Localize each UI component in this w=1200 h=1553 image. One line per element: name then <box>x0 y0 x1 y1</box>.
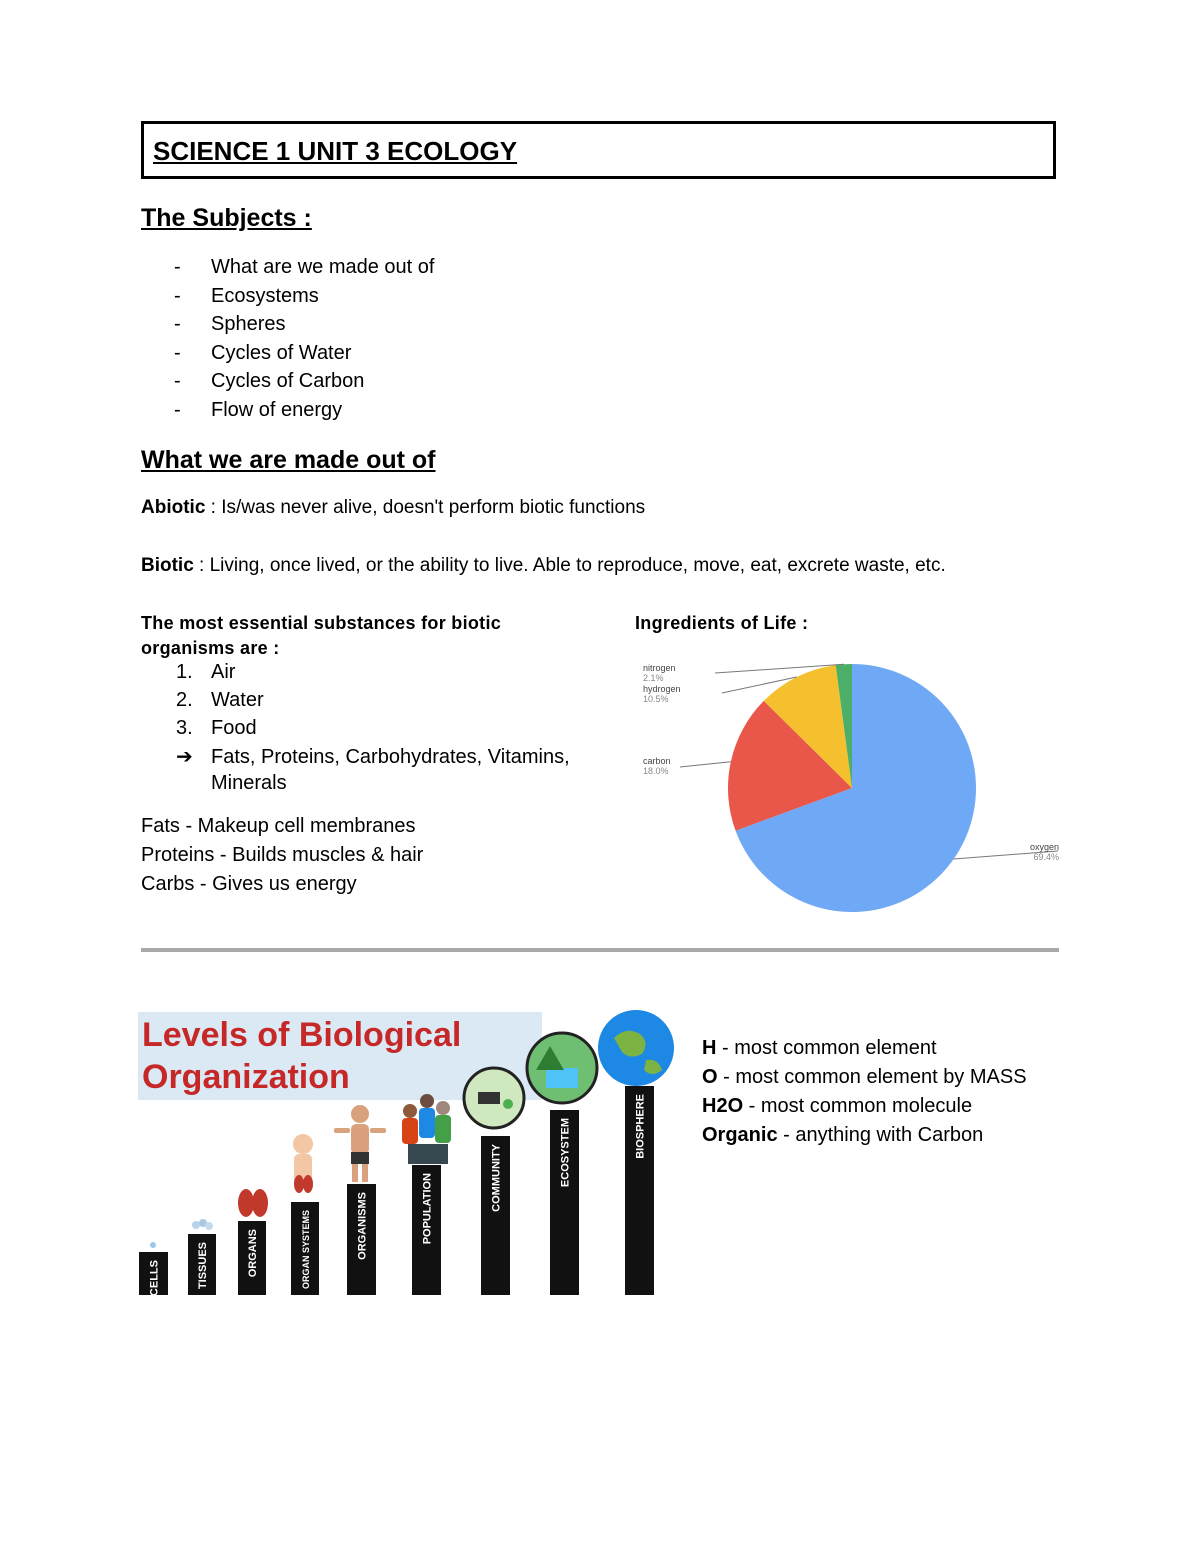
abiotic-term: Abiotic <box>141 497 206 518</box>
list-item: - What are we made out of <box>141 253 741 282</box>
subjects-list <box>141 253 741 425</box>
levels-title-line1: Levels of Biological <box>142 1016 462 1054</box>
essentials-heading: The most essential substances for biotic organisms are : <box>141 613 502 658</box>
cell-icon <box>150 1242 156 1248</box>
ecosystem-circle-icon <box>527 1033 597 1103</box>
list-item: 3. Food <box>176 717 257 739</box>
list-item: - Cycles of Water <box>141 339 741 368</box>
element-facts <box>702 1034 1102 1150</box>
level-bar-label: ORGANS <box>247 1229 259 1278</box>
page-title: SCIENCE 1 UNIT 3 ECOLOGY <box>153 136 518 166</box>
title-box <box>141 121 1056 179</box>
list-item: - Spheres <box>141 310 741 339</box>
level-bar-label: COMMUNITY <box>490 1144 503 1212</box>
bullet: - <box>174 284 181 307</box>
level-bar-label: BIOSPHERE <box>634 1094 647 1159</box>
community-circle-icon <box>464 1068 524 1128</box>
ingredients-pie-chart <box>620 640 1080 930</box>
essentials-list <box>141 658 611 796</box>
pie-label-carbon: carbon 18.0% <box>643 756 671 776</box>
level-bar-label: ORGAN SYSTEMS <box>301 1210 311 1290</box>
bullet: - <box>174 256 181 278</box>
list-item: - Flow of energy <box>141 396 741 425</box>
made-of-heading: What we are made out of <box>141 446 436 474</box>
human-figure-icon <box>334 1105 386 1182</box>
fact-line: O - most common element by MASS <box>702 1066 1027 1088</box>
people-group-icon <box>402 1094 451 1164</box>
pie-label-hydrogen: hydrogen 10.5% <box>643 684 681 704</box>
pie-label-nitrogen: nitrogen 2.1% <box>643 663 676 683</box>
arrow-icon: ➔ <box>176 746 193 768</box>
level-bar-label: POPULATION <box>421 1173 434 1245</box>
note-line: Carbs - Gives us energy <box>141 873 357 895</box>
level-bar-label: TISSUES <box>197 1242 209 1290</box>
note-line: Proteins - Builds muscles & hair <box>141 844 424 866</box>
abiotic-definition: Abiotic : Is/was never alive, doesn't perform biotic functions <box>141 497 646 518</box>
organ-system-icon <box>293 1134 313 1193</box>
subjects-heading: The Subjects : <box>141 204 312 232</box>
list-item: 2. Water <box>176 689 264 711</box>
fact-line: H2O - most common molecule <box>702 1095 973 1117</box>
levels-title-line2: Organization <box>142 1058 350 1096</box>
biotic-definition: Biotic : Living, once lived, or the ability to live. Able to reproduce, move, eat, excrete waste, etc. <box>141 555 946 576</box>
level-bar-label: ORGANISMS <box>356 1192 369 1260</box>
bullet: - <box>174 313 181 336</box>
list-item: - Ecosystems <box>141 282 741 311</box>
note-line: Fats - Makeup cell membranes <box>141 815 416 837</box>
bullet: - <box>174 341 181 364</box>
section-divider <box>141 948 1059 952</box>
lungs-icon <box>238 1189 268 1217</box>
level-bar-label: CELLS <box>148 1260 161 1297</box>
pie-label-oxygen: oxygen 69.4% <box>1030 842 1060 862</box>
globe-icon <box>598 1010 674 1086</box>
tissue-icon <box>192 1219 213 1230</box>
nutrient-notes <box>141 812 611 899</box>
pie-leader-carbon <box>680 762 731 767</box>
levels-infographic <box>136 1008 684 1300</box>
bullet: - <box>174 398 181 421</box>
list-item: 1. Air <box>176 661 236 683</box>
list-item: ➔ Fats, Proteins, Carbohydrates, Vitamins, Minerals <box>176 746 570 794</box>
list-item: - Cycles of Carbon <box>141 367 741 396</box>
ingredients-heading: Ingredients of Life : <box>635 613 809 633</box>
level-bar-label: ECOSYSTEM <box>559 1118 572 1188</box>
biotic-term: Biotic <box>141 555 194 576</box>
bullet: - <box>174 370 181 393</box>
fact-line: Organic - anything with Carbon <box>702 1124 984 1146</box>
fact-line: H - most common element <box>702 1037 937 1059</box>
